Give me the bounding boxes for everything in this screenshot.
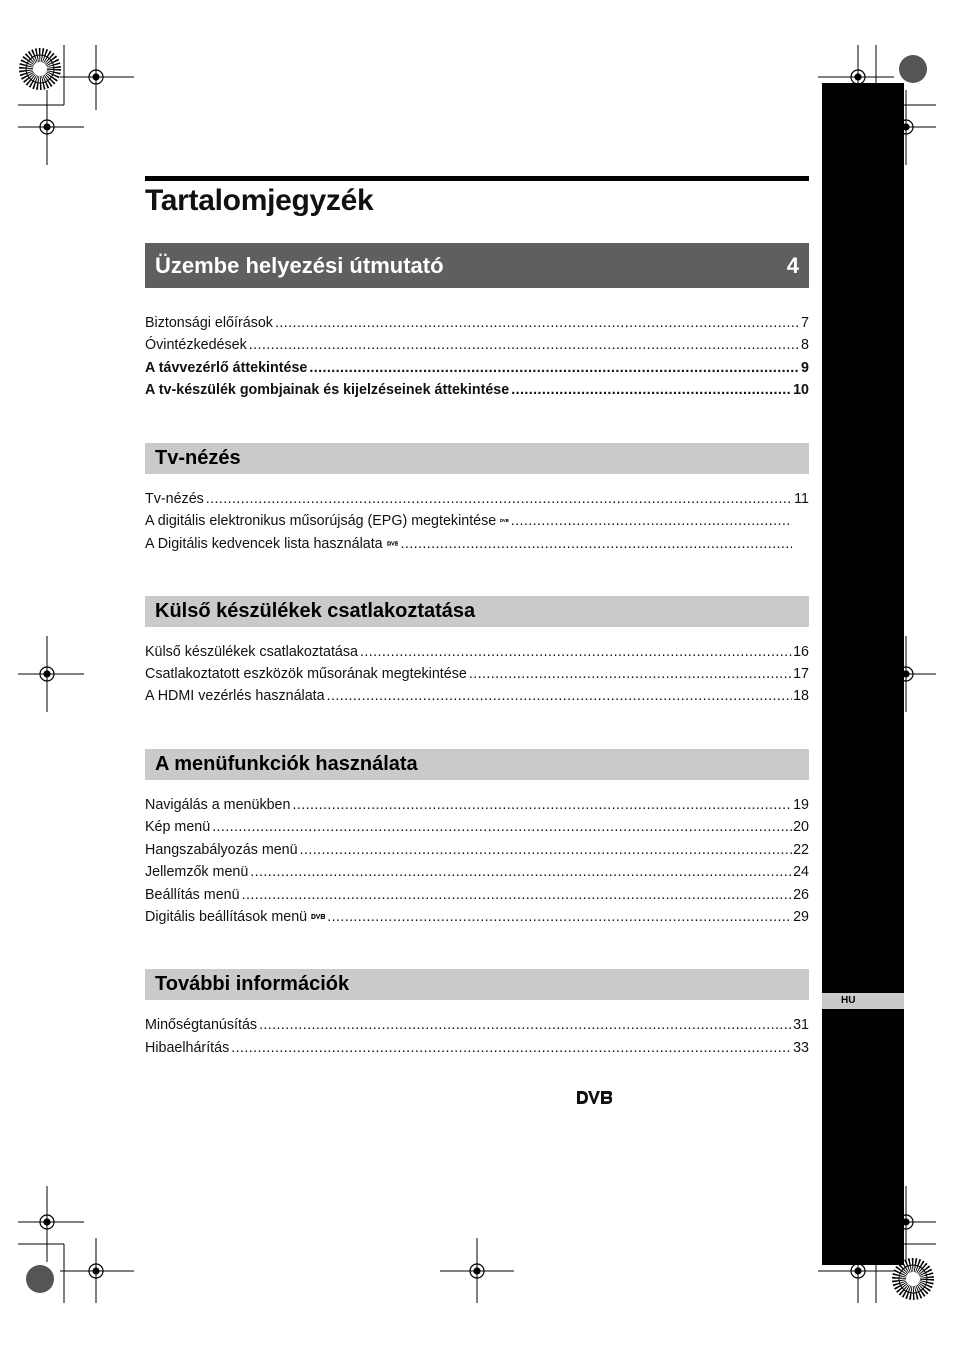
entry-label: Beállítás menü [145, 887, 240, 903]
section-header-setup[interactable] [145, 243, 809, 288]
page-title: Tartalomjegyzék [145, 184, 374, 217]
entry-page: 31 [793, 1017, 809, 1033]
section-header-tv-viewing[interactable] [145, 443, 809, 474]
section-title: Külső készülékek csatlakoztatása [155, 600, 476, 622]
toc-entry[interactable] [145, 530, 809, 552]
toc-entry[interactable] [145, 881, 809, 903]
entry-label: Külső készülékek csatlakoztatása [145, 644, 358, 660]
section-title: A menüfunkciók használata [155, 753, 418, 775]
entry-label: Tv-nézés [145, 491, 204, 507]
entry-page: 15 [793, 536, 809, 552]
toc-entry[interactable] [145, 1034, 809, 1056]
toc-entry[interactable] [145, 331, 809, 353]
toc-entry[interactable] [145, 354, 809, 376]
section-header-menu-functions[interactable] [145, 749, 809, 780]
entry-label: Kép menü [145, 819, 211, 835]
entry-page: 29 [793, 909, 809, 925]
toc-entry[interactable] [145, 903, 809, 925]
entry-label: Hangszabályozás menü [145, 842, 298, 858]
section-title: Tv-nézés [155, 447, 241, 469]
entry-page: 17 [793, 666, 809, 682]
entry-page: 18 [793, 688, 809, 704]
section-page: 4 [786, 252, 799, 278]
section-title: Üzembe helyezési útmutató [155, 252, 444, 278]
entry-label: Csatlakoztatott eszközök műsorának megtekintése [145, 666, 467, 682]
toc-entry[interactable] [145, 485, 809, 507]
dvb-icon [387, 535, 399, 552]
toc-entry[interactable] [145, 836, 809, 858]
entry-label: Hibaelhárítás [145, 1040, 230, 1056]
section-header-external-devices[interactable] [145, 596, 809, 627]
entry-label: Jellemzők menü [145, 864, 249, 880]
entry-page: 26 [793, 887, 809, 903]
entry-label: Biztonsági előírások [145, 315, 273, 331]
entry-label: Minőségtanúsítás [145, 1017, 258, 1033]
entry-page: 10 [793, 382, 809, 398]
entry-page: 13 [793, 513, 809, 529]
entry-label: A HDMI vezérlés használata [145, 688, 325, 704]
toc-entry[interactable] [145, 638, 809, 660]
dvb-icon [311, 908, 325, 925]
dvb-icon [576, 1089, 612, 1106]
entry-page: 22 [793, 842, 809, 858]
toc-entry[interactable] [145, 682, 809, 704]
entry-page: 7 [801, 315, 809, 331]
toc-entry[interactable] [145, 660, 809, 682]
entry-page: 11 [794, 491, 809, 507]
entry-label: A digitális elektronikus műsorújság (EPG) megtekintése [145, 513, 497, 529]
entry-page: 19 [793, 797, 809, 813]
toc-entry[interactable] [145, 813, 809, 835]
toc-entry[interactable] [145, 507, 809, 529]
thumb-index-bar [822, 83, 904, 1265]
entry-page: 20 [793, 819, 809, 835]
entry-label: Digitális beállítások menü [145, 909, 308, 925]
toc-entry[interactable] [145, 1011, 809, 1033]
entry-page: 33 [793, 1040, 809, 1056]
language-tab: HU [822, 993, 904, 1009]
entry-label: Navigálás a menükben [145, 797, 291, 813]
toc-entry[interactable] [145, 376, 809, 398]
toc-entry[interactable] [145, 858, 809, 880]
toc-entry[interactable] [145, 791, 809, 813]
entry-page: 8 [801, 337, 809, 353]
entry-page: 24 [793, 864, 809, 880]
entry-label: A Digitális kedvencek lista használata [145, 536, 383, 552]
entry-page: 16 [793, 644, 809, 660]
entry-label: A tv-készülék gombjainak és kijelzéseinek áttekintése [145, 382, 510, 398]
title-rule [145, 176, 809, 181]
section-title: További információk [155, 973, 350, 995]
entry-page: 9 [801, 360, 809, 376]
entry-label: Óvintézkedések [145, 337, 247, 353]
dvb-icon [500, 512, 509, 529]
entry-label: A távvezérlő áttekintése [145, 360, 308, 376]
section-header-additional-info[interactable] [145, 969, 809, 1000]
toc-entry[interactable] [145, 309, 809, 331]
